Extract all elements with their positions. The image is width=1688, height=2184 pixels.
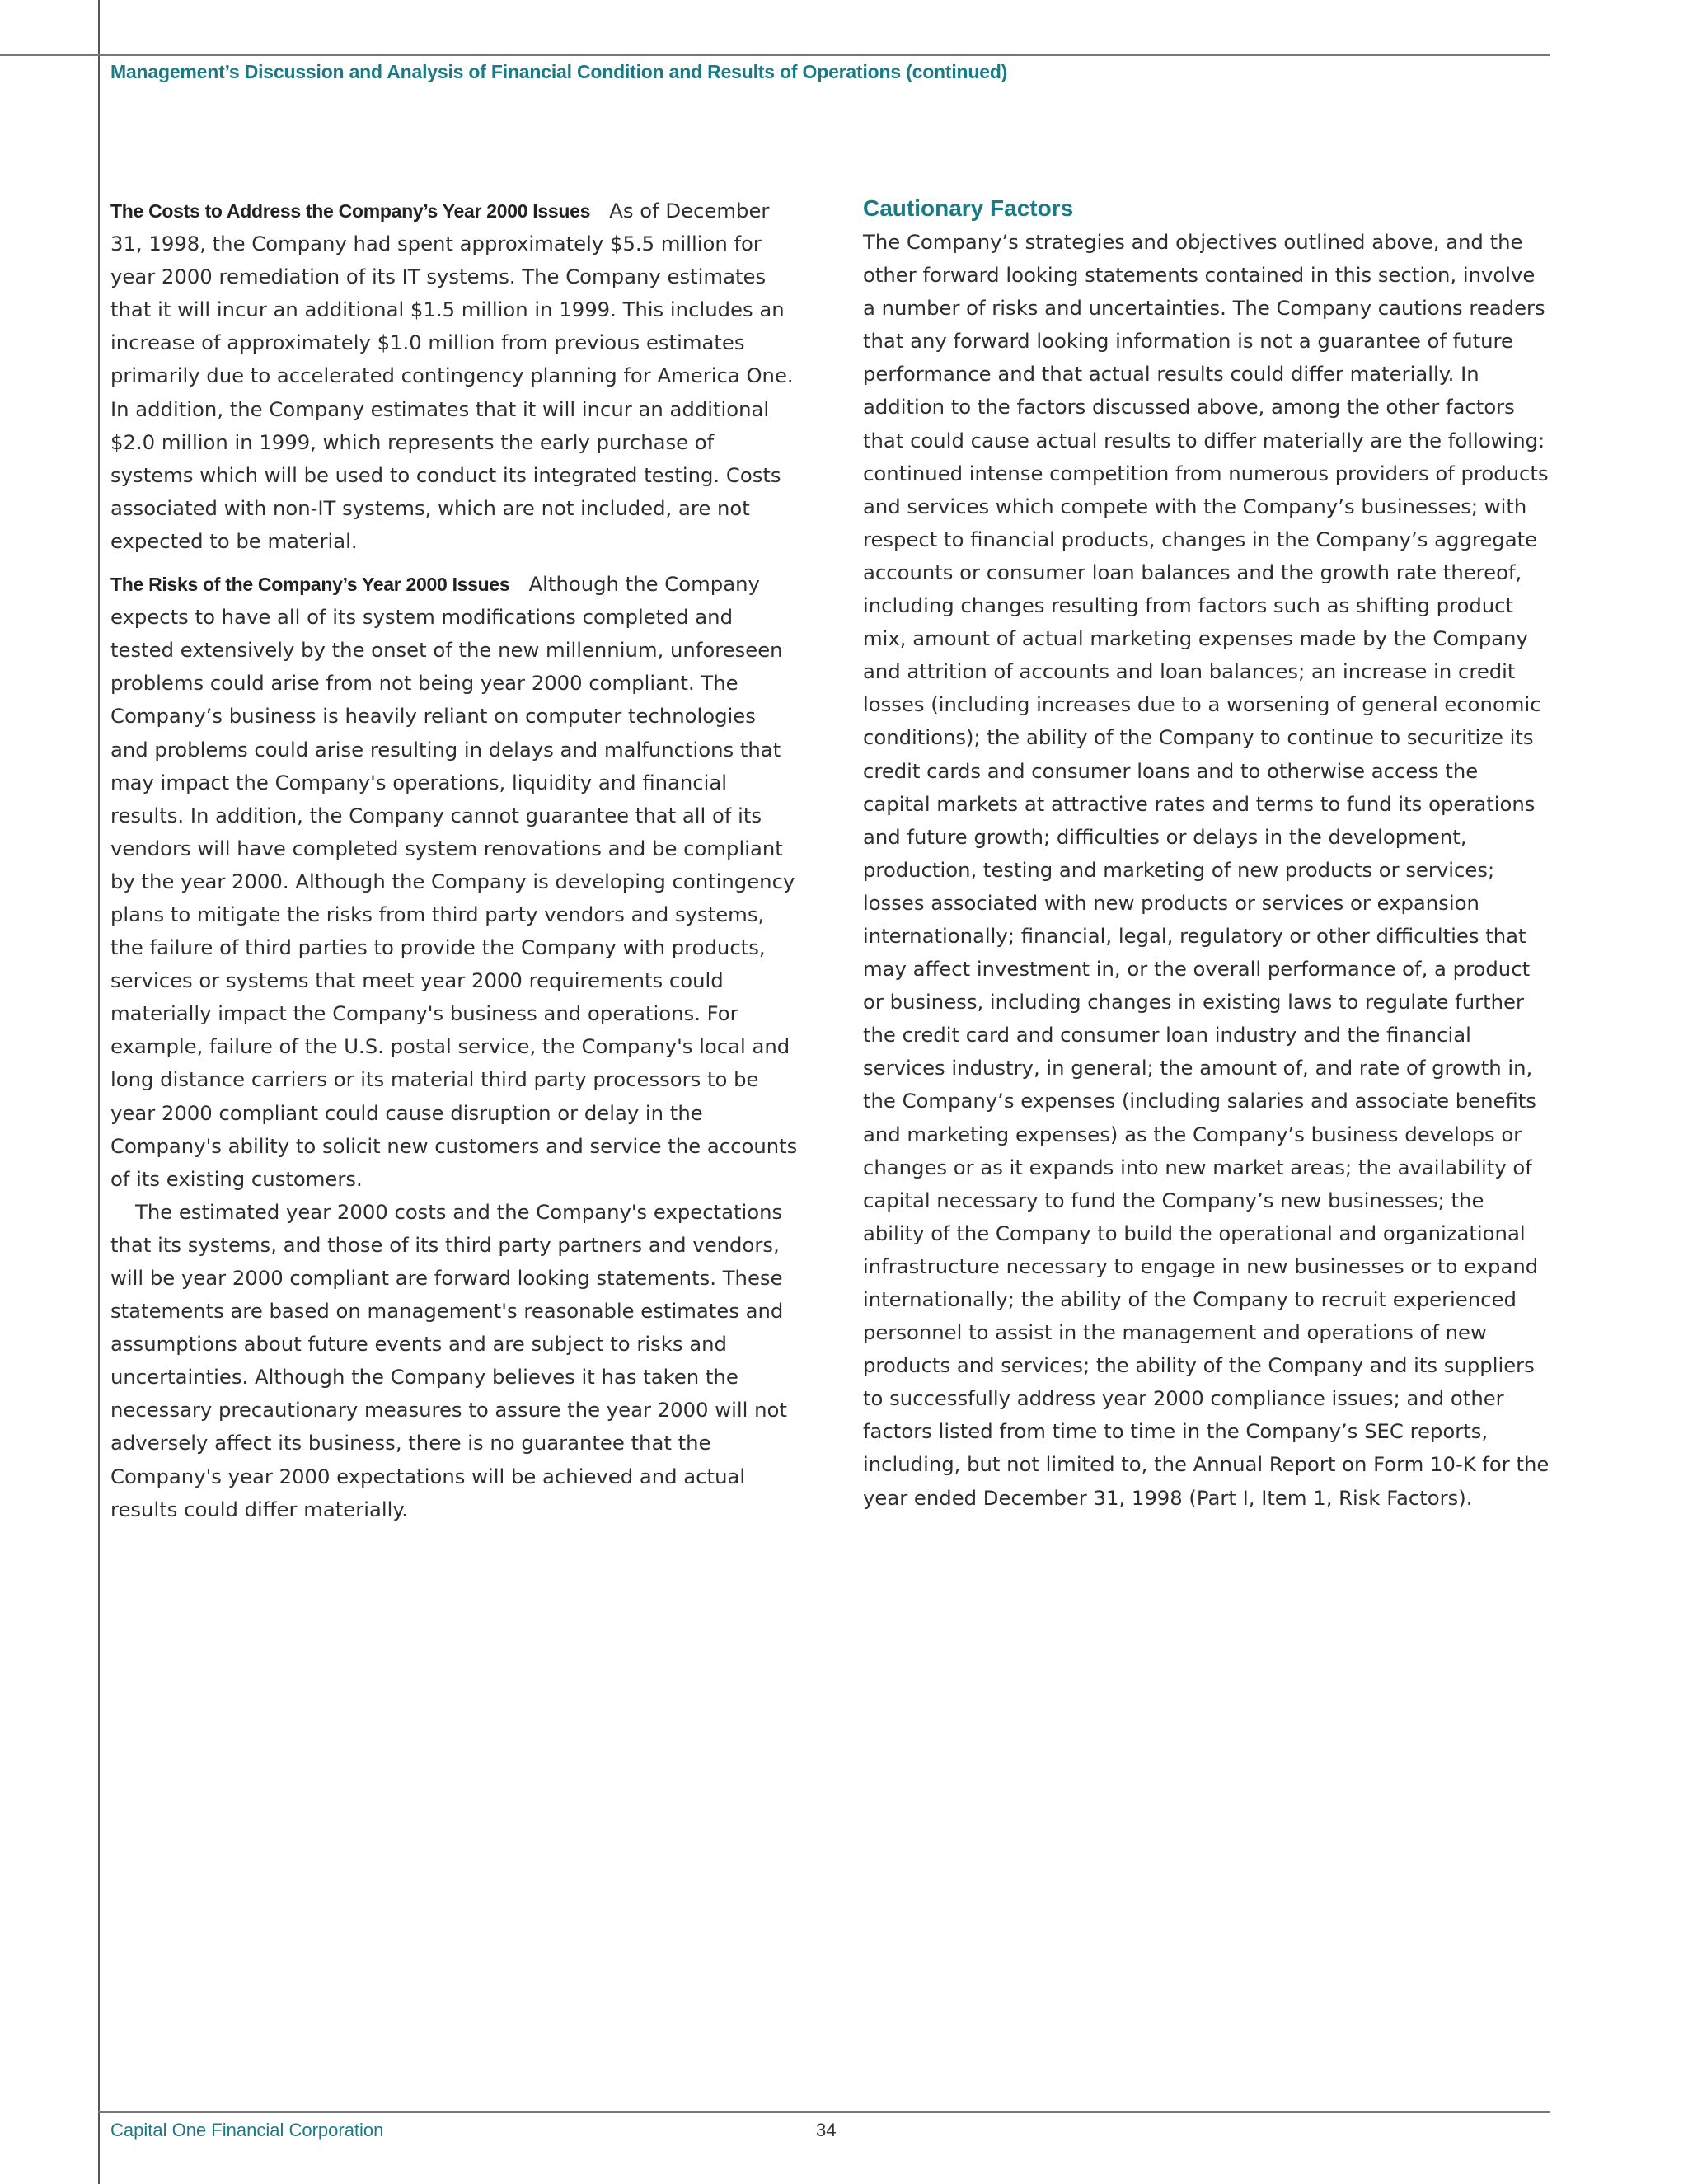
header-rule	[0, 54, 1550, 56]
running-head: Management’s Discussion and Analysis of Financial Condition and Results of Operations (continued)	[110, 61, 1008, 82]
cautionary-factors-body: The Company’s strategies and objectives outlined above, and the other forward looking statements contained in this section, involve a number of risks and uncertainties. The Company cautions readers that any forward looking information is not a guarantee of future performance and that actual results could differ materially. In addition to the factors discussed above, among the other factors that could cause actual results to differ materially are the following: continued intense competition from numerous providers of products and services which compete with the Company’s businesses; with respect to financial products, changes in the Company’s aggregate accounts or consumer loan balances and the growth rate thereof, including changes resulting from factors such as shifting product mix, amount of actual marketing expenses made by the Company and attrition of accounts and loan balances; an increase in credit losses (including increases due to a worsening of general economic conditions); the ability of the Company to continue to securitize its credit cards and consumer loans and to otherwise access the capital markets at attractive rates and terms to fund its operations and future growth; difficulties or delays in the development, production, testing and marketing of new products or services; losses associated with new products or services or expansion internationally; financial, legal, regulatory or other difficulties that may affect investment in, or the overall performance of, a product or business, including changes in existing laws to regulate further the credit card and consumer loan industry and the financial services industry, in general; the amount of, and rate of growth in, the Company’s expenses (including salaries and associate benefits and marketing expenses) as the Company’s business develops or changes or as it expands into new market areas; the availability of capital necessary to fund the Company’s new businesses; the ability of the Company to build the operational and organizational infrastructure necessary to engage in new businesses or to expand internationally; the ability of the Company to recruit experienced personnel to assist in the management and operations of new products and services; the ability of the Company and its suppliers to successfully address year 2000 compliance issues; and other factors listed from time to time in the Company’s SEC reports, including, but not limited to, the Annual Report on Form 10-K for the year ended December 31, 1998 (Part I, Item 1, Risk Factors).	[863, 230, 1550, 1510]
cautionary-factors-heading: Cautionary Factors	[863, 195, 1074, 221]
footer-rule	[98, 2111, 1550, 2113]
footer-company-name: Capital One Financial Corporation	[110, 2120, 384, 2140]
costs-body: As of December 31, 1998, the Company had spent approximately $5.5 million for year 2000 remediation of its IT systems. The Company estimates that it will incur an additional $1.5 million in 1999. This includes an increase of approximately $1.0 million from previous estimates primarily due to accelerated contingency planning for America One. In addition, the Company estimates that it will incur an additional $2.0 million in 1999, which represents the early purchase of systems which will be used to conduct its integrated testing. Costs associated with non-IT systems, which are not included, are not expected to be material.	[110, 199, 794, 553]
costs-paragraph	[110, 194, 799, 558]
right-column	[863, 194, 1550, 1515]
estimates-paragraph: The estimated year 2000 costs and the Company's expectations that its systems, and those of its third party partners and vendors, will be year 2000 compliant are forward looking statements. These statements are based on management's reasonable estimates and assumptions about future events and are subject to risks and uncertainties. Although the Company believes it has taken the necessary precautionary measures to assure the year 2000 will not adversely affect its business, there is no guarantee that the Company's year 2000 expectations will be achieved and actual results could differ materially.	[110, 1199, 787, 1521]
left-margin-rule	[98, 0, 100, 2184]
risks-body: Although the Company expects to have all of its system modifications completed and tested extensively by the onset of the new millennium, unforeseen problems could arise from not being year 2000 compliant. The Company’s business is heavily reliant on computer technologies and problems could arise resulting in delays and malfunctions that may impact the Company's operations, liquidity and financial results. In addition, the Company cannot guarantee that all of its vendors will have completed system renovations and be compliant by the year 2000. Although the Company is developing contingency plans to mitigate the risks from third party vendors and systems, the failure of third parties to provide the Company with products, services or systems that meet year 2000 requirements could materially impact the Company's business and operations. For example, failure of the U.S. postal service, the Company's local and long distance carriers or its material third party processors to be year 2000 compliant could cause disruption or delay in the Company's ability to solicit new customers and service the accounts of its existing customers.	[110, 572, 798, 1191]
costs-heading: The Costs to Address the Company’s Year 2000 Issues	[110, 200, 591, 222]
page-number: 34	[816, 2120, 837, 2140]
left-column	[110, 194, 799, 1526]
risks-paragraph	[110, 568, 799, 1196]
risks-heading: The Risks of the Company’s Year 2000 Issues	[110, 574, 510, 596]
